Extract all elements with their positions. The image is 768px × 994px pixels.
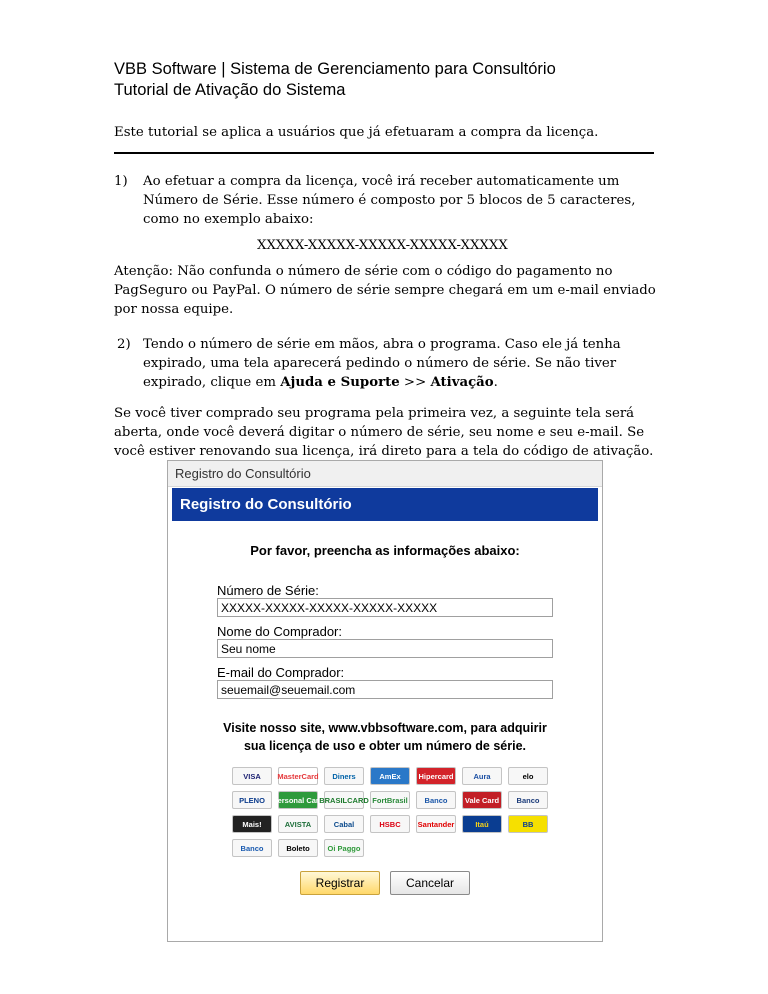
email-input[interactable]	[217, 680, 553, 699]
attention-line: Atenção: Não confunda o número de série com o código do pagamento no	[114, 264, 613, 279]
pleno-logo: PLENO	[232, 791, 272, 809]
step2-text: expirado, clique em	[143, 375, 281, 390]
diners-logo: Diners	[324, 767, 364, 785]
visit-text	[168, 719, 602, 755]
bank-logo: Banco	[416, 791, 456, 809]
name-input[interactable]	[217, 639, 553, 658]
dialog-prompt: Por favor, preencha as informações abaixo:	[250, 543, 520, 558]
para3-line: você estiver renovando sua licença, irá direto para a tela do código de ativação.	[114, 444, 654, 459]
step1-line: Número de Série. Esse número é composto por 5 blocos de 5 caracteres,	[143, 193, 636, 208]
register-button[interactable]: Registrar	[300, 871, 380, 895]
menu-ajuda-suporte: Ajuda e Suporte	[280, 375, 400, 390]
step2-line: Tendo o número de série em mãos, abra o programa. Caso ele já tenha	[143, 337, 621, 352]
aura-logo: Aura	[462, 767, 502, 785]
para3-line: aberta, onde você deverá digitar o número de série, seu nome e seu e-mail. Se	[114, 425, 645, 440]
dialog-banner: Registro do Consultório	[172, 488, 598, 521]
step2-line	[143, 373, 498, 392]
fortbrasil-logo: FortBrasil	[370, 791, 410, 809]
step1-line: Ao efetuar a compra da licença, você irá receber automaticamente um	[143, 174, 620, 189]
step2-line: expirado, uma tela aparecerá pedindo o número de série. Se não tiver	[143, 356, 617, 371]
visa-logo: VISA	[232, 767, 272, 785]
step2-number: 2)	[117, 337, 131, 352]
valecard-logo: Vale Card	[462, 791, 502, 809]
bank-logo: Banco	[508, 791, 548, 809]
period: .	[493, 375, 498, 390]
registration-dialog	[167, 460, 603, 942]
cancel-button[interactable]: Cancelar	[390, 871, 470, 895]
banco-do-brasil-logo: BB	[508, 815, 548, 833]
bank-logo: Banco	[232, 839, 272, 857]
serial-input[interactable]	[217, 598, 553, 617]
document-subtitle: Tutorial de Ativação do Sistema	[114, 81, 346, 99]
document-title: VBB Software | Sistema de Gerenciamento para Consultório	[114, 60, 556, 78]
step1-line: como no exemplo abaixo:	[143, 212, 314, 227]
menu-separator: >>	[399, 375, 431, 390]
serial-label: Número de Série:	[217, 583, 319, 598]
itau-logo: Itaú	[462, 815, 502, 833]
brasilcard-logo: BRASILCARD	[324, 791, 364, 809]
intro-text: Este tutorial se aplica a usuários que já efetuaram a compra da licença.	[114, 125, 599, 140]
dialog-titlebar: Registro do Consultório	[168, 461, 602, 487]
email-label: E-mail do Comprador:	[217, 665, 345, 680]
santander-logo: Santander	[416, 815, 456, 833]
hipercard-logo: Hipercard	[416, 767, 456, 785]
menu-ativacao: Ativação	[430, 375, 494, 390]
visit-line: sua licença de uso e obter um número de série.	[243, 739, 527, 753]
hsbc-logo: HSBC	[370, 815, 410, 833]
avista-logo: AVISTA	[278, 815, 318, 833]
boleto-logo: Boleto	[278, 839, 318, 857]
visit-line: Visite nosso site, www.vbbsoftware.com, para adquirir	[223, 721, 547, 735]
personal-card-logo: Personal Card	[278, 791, 318, 809]
step1-number: 1)	[114, 174, 128, 189]
serial-example: XXXXX-XXXXX-XXXXX-XXXXX-XXXXX	[257, 238, 508, 253]
horizontal-rule	[114, 152, 654, 154]
mais-logo: Mais!	[232, 815, 272, 833]
name-label: Nome do Comprador:	[217, 624, 342, 639]
amex-logo: AmEx	[370, 767, 410, 785]
attention-line: por nossa equipe.	[114, 302, 234, 317]
elo-logo: elo	[508, 767, 548, 785]
mastercard-logo: MasterCard	[278, 767, 318, 785]
cabal-logo: Cabal	[324, 815, 364, 833]
oi-paggo-logo: Oi Paggo	[324, 839, 364, 857]
para3-line: Se você tiver comprado seu programa pela primeira vez, a seguinte tela será	[114, 406, 635, 421]
attention-line: PagSeguro ou PayPal. O número de série sempre chegará em um e-mail enviado	[114, 283, 656, 298]
